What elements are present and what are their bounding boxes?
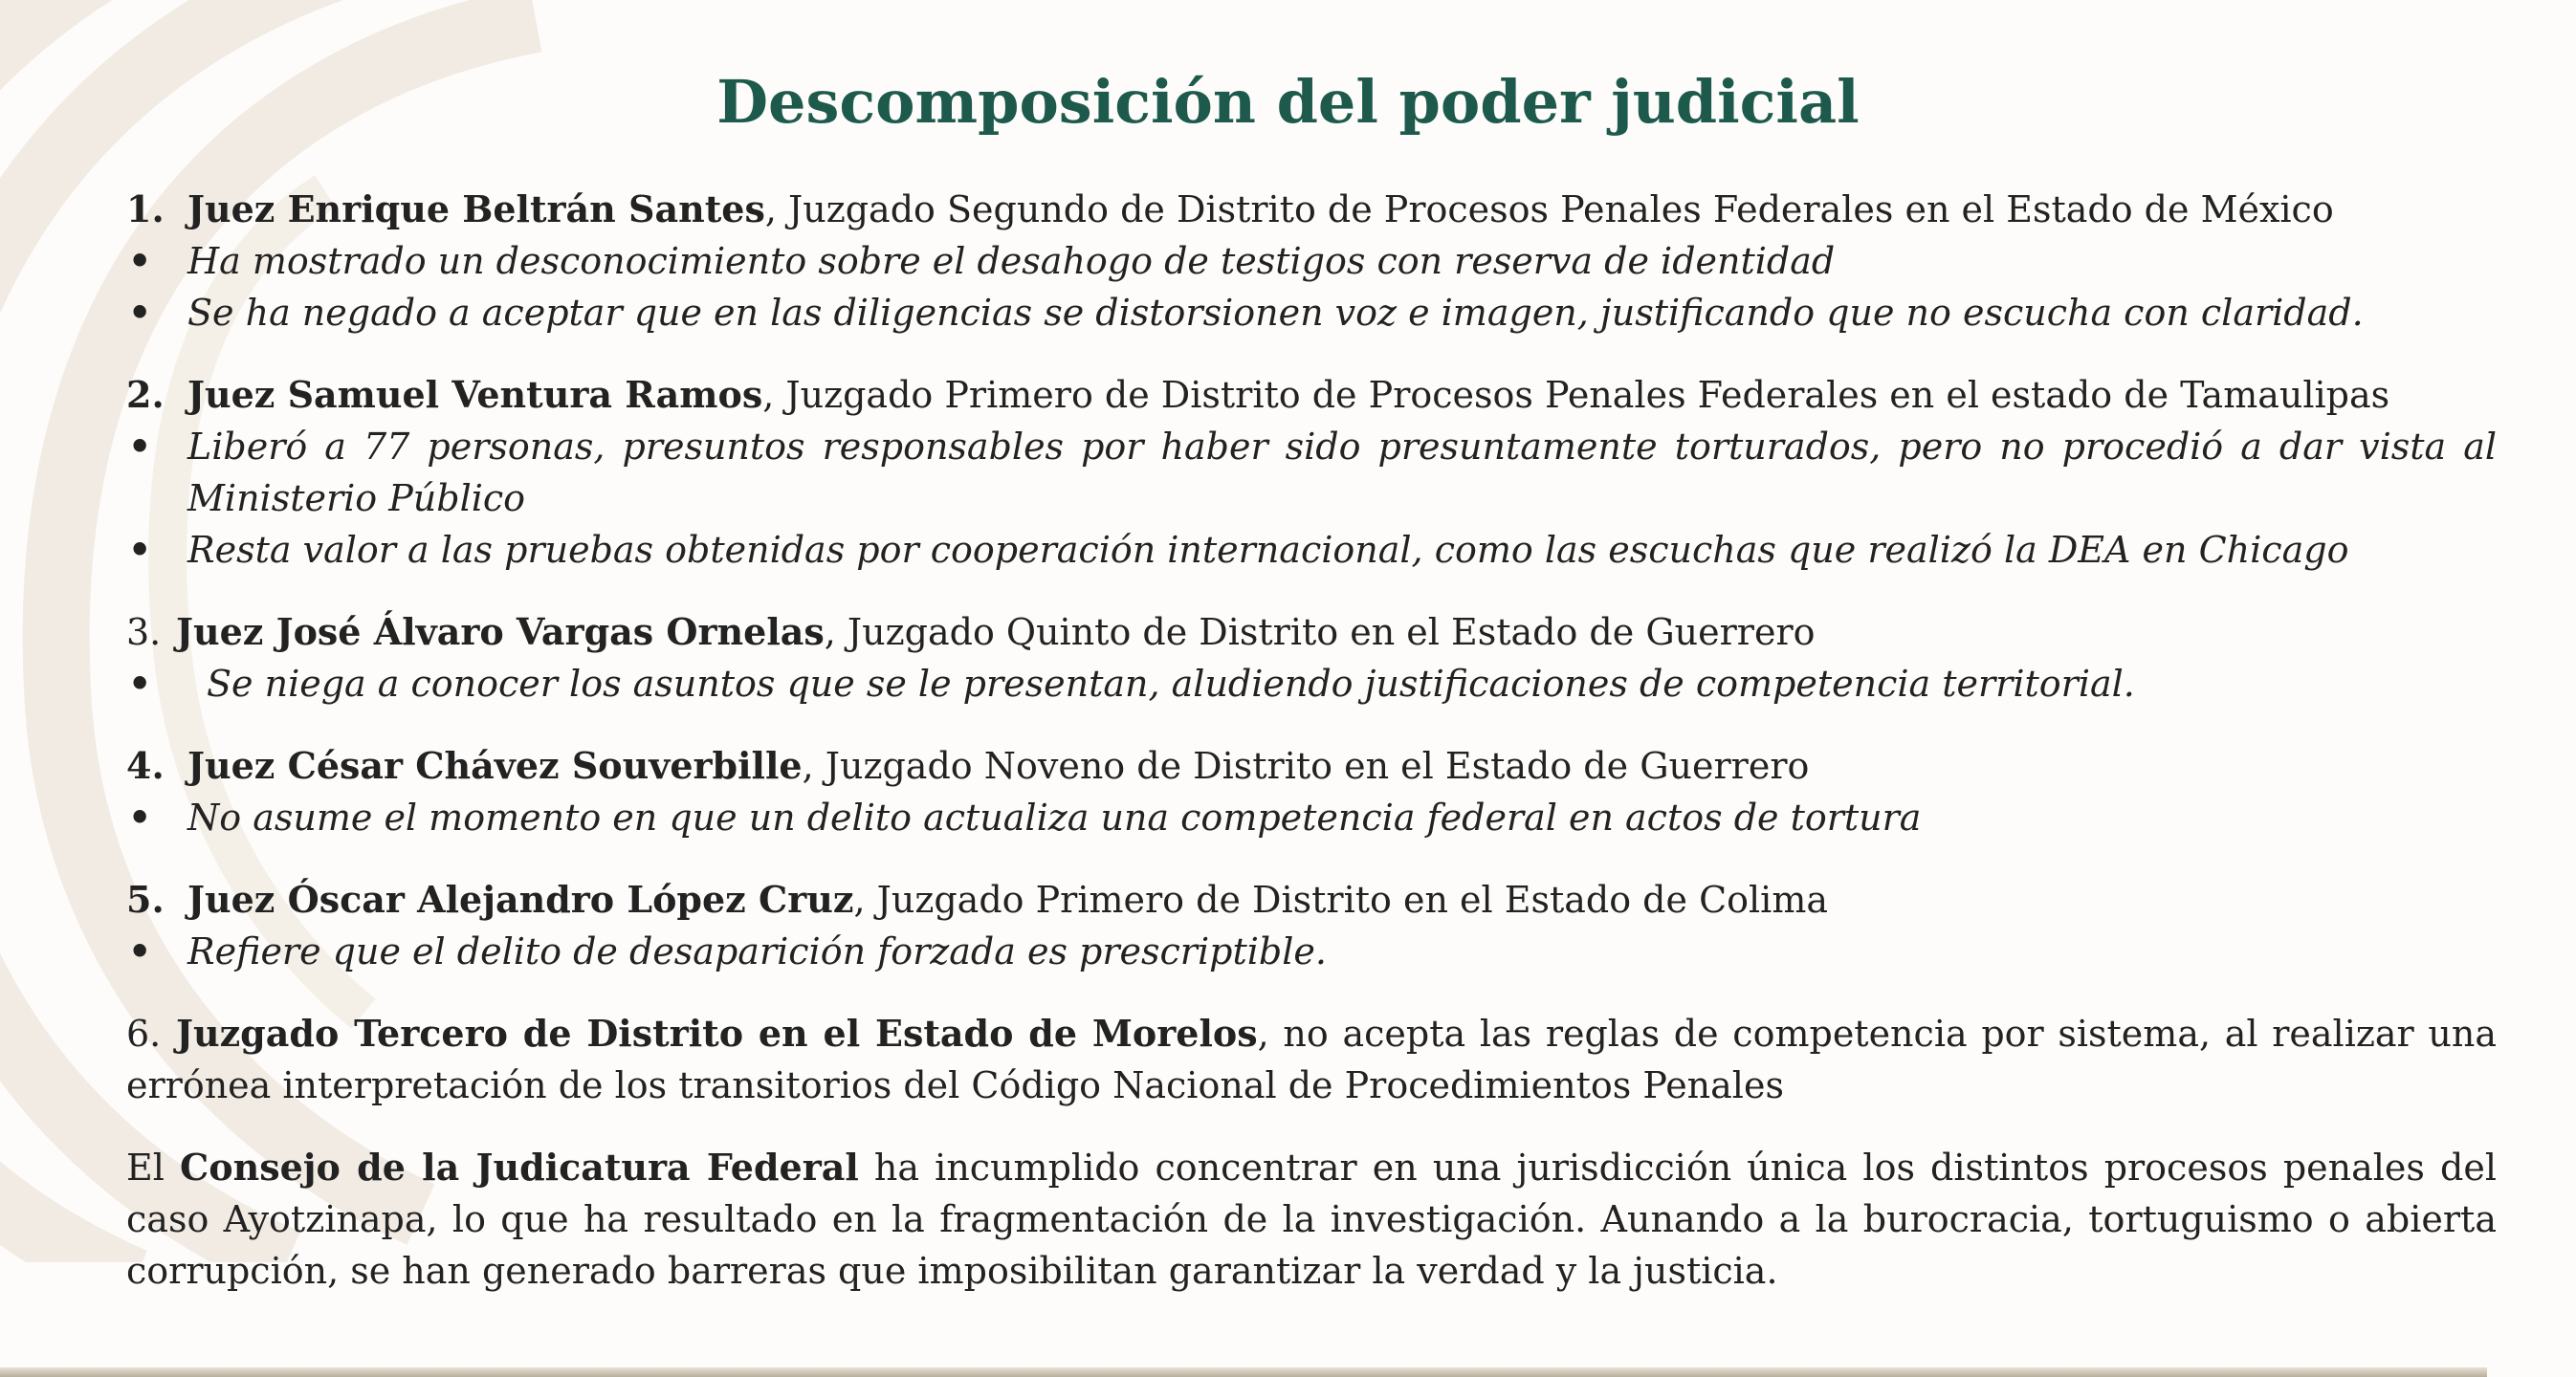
judge-item-2 xyxy=(126,369,2497,576)
court-text: , Juzgado Primero de Distrito en el Estado de Colima xyxy=(853,879,1829,921)
bullet-list xyxy=(126,658,2497,710)
bullet-icon: • xyxy=(128,662,152,705)
bottom-divider xyxy=(0,1367,2487,1377)
judge-name: Juez Óscar Alejandro López Cruz xyxy=(187,878,854,921)
bullet-item: • Resta valor a las pruebas obtenidas por cooperación internacional, como las escuchas que realizó la DEA en Chicago xyxy=(126,524,2497,576)
bullet-icon: • xyxy=(128,291,152,334)
bullet-list xyxy=(126,235,2497,339)
bullet-icon: • xyxy=(128,425,152,468)
item-number: 4. xyxy=(126,744,165,787)
court-item-6 xyxy=(126,1008,2497,1111)
court-text: , Juzgado Quinto de Distrito en el Estado de Guerrero xyxy=(824,611,1816,653)
item-number: 6. xyxy=(126,1013,162,1055)
court-name: Juzgado Tercero de Distrito en el Estado de Morelos xyxy=(176,1012,1258,1055)
court-text: , Juzgado Primero de Distrito de Procesos Penales Federales en el estado de Tamaulipas xyxy=(762,374,2390,416)
council-name: Consejo de la Judicatura Federal xyxy=(180,1146,859,1189)
bullet-list xyxy=(126,926,2497,977)
bullet-item: • Se niega a conocer los asuntos que se le presentan, aludiendo justificaciones de competencia territorial. xyxy=(126,658,2497,710)
bullet-item: • Ha mostrado un desconocimiento sobre el desahogo de testigos con reserva de identidad xyxy=(126,235,2497,287)
bullet-icon: • xyxy=(128,796,152,839)
judge-item-3 xyxy=(126,606,2497,710)
page-title: Descomposición del poder judicial xyxy=(716,67,1860,137)
court-text: , Juzgado Segundo de Distrito de Procesos Penales Federales en el Estado de México xyxy=(764,188,2334,230)
judge-item-4 xyxy=(126,740,2497,843)
item-number: 3. xyxy=(126,611,162,653)
bullet-item: • Se ha negado a aceptar que en las diligencias se distorsionen voz e imagen, justificando que no escucha con claridad. xyxy=(126,287,2497,339)
bullet-icon: • xyxy=(128,929,152,973)
judge-name: Juez Samuel Ventura Ramos xyxy=(187,373,763,416)
judge-name: Juez César Chávez Souverbille xyxy=(187,744,803,787)
bullet-icon: • xyxy=(128,528,152,571)
court-text: , Juzgado Noveno de Distrito en el Estado de Guerrero xyxy=(802,745,1810,787)
judge-name: Juez José Álvaro Vargas Ornelas xyxy=(176,610,825,653)
bullet-list xyxy=(126,421,2497,576)
court-text: , no acepta las reglas de competencia por sistema, al realizar una errónea interpretación de los transitorios del Código Nacional de Procedimientos Penales xyxy=(126,1013,2497,1106)
content xyxy=(126,184,2497,1297)
bullet-item: • Liberó a 77 personas, presuntos responsables por haber sido presuntamente torturados, pero no procedió a dar vista al Ministerio Público xyxy=(126,421,2497,524)
item-number: 5. xyxy=(126,878,165,921)
bullet-list xyxy=(126,792,2497,843)
item-number: 1. xyxy=(126,187,165,230)
item-number: 2. xyxy=(126,373,165,416)
bullet-item: • Refiere que el delito de desaparición forzada es prescriptible. xyxy=(126,926,2497,977)
judge-item-5 xyxy=(126,874,2497,977)
judge-name: Juez Enrique Beltrán Santes xyxy=(187,187,765,230)
judge-item-1 xyxy=(126,184,2497,339)
bullet-icon: • xyxy=(128,239,152,282)
conclusion-paragraph: El Consejo de la Judicatura Federal ha incumplido concentrar en una jurisdicción única los distintos procesos penales del caso Ayotzinapa, lo que ha resultado en la fragmentación de la investigación. Aunando a la burocracia, tortuguismo o abierta corrupción, se han generado barreras que imposibilitan garantizar la verdad y la justicia. xyxy=(126,1146,2497,1292)
bullet-item: • No asume el momento en que un delito actualiza una competencia federal en actos de tortura xyxy=(126,792,2497,843)
